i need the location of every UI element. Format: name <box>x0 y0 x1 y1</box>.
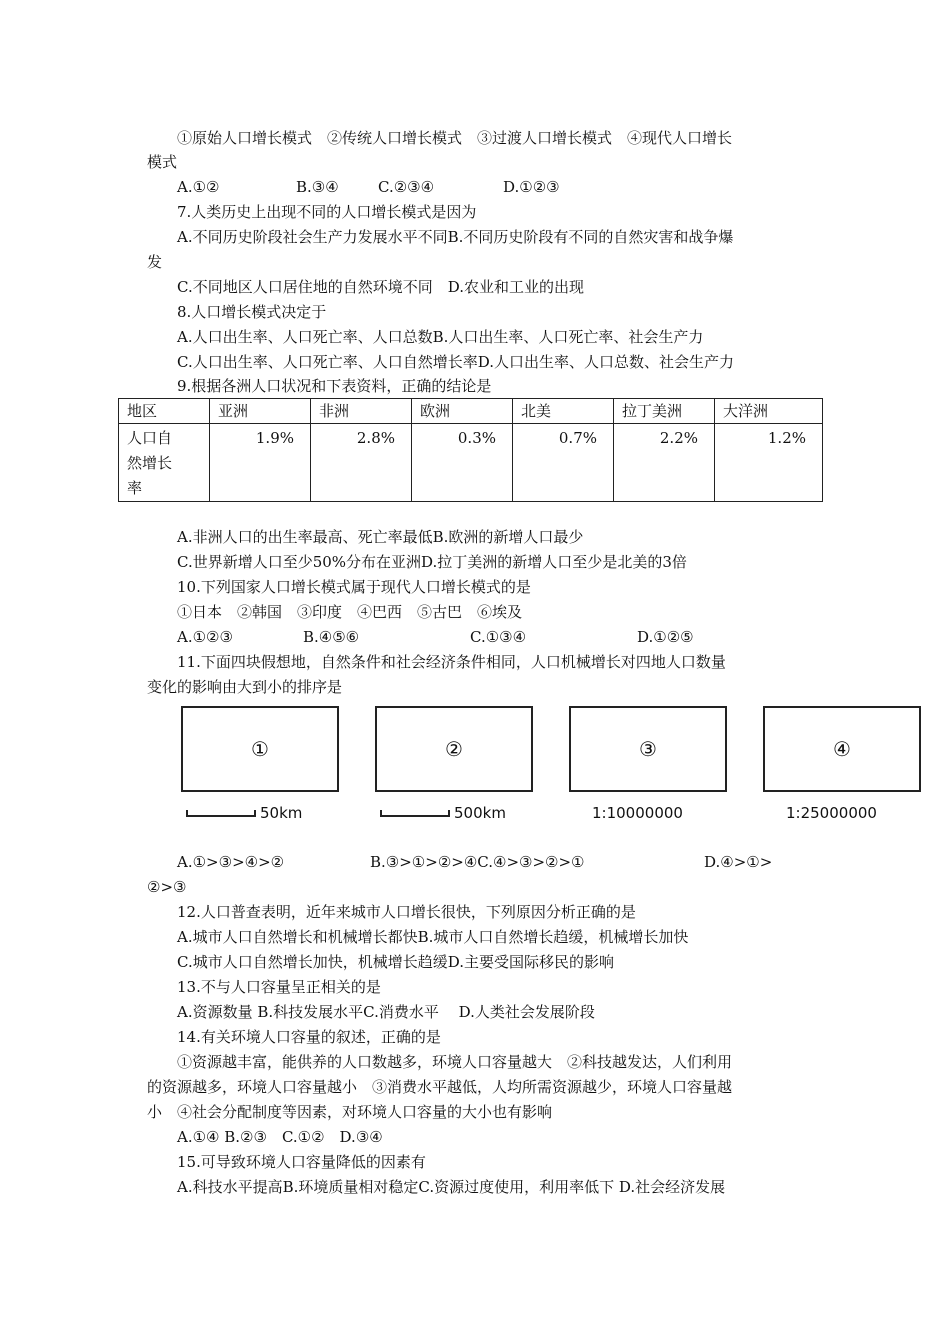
q14-question: 14.有关环境人口容量的叙述，正确的是 <box>177 1028 441 1046</box>
scale-ratio-4 <box>786 803 877 823</box>
scale-text: 1:25000000 <box>786 804 877 822</box>
q6-statement-line2: 模式 <box>147 153 178 171</box>
scale-text: 500km <box>454 804 506 822</box>
map-box-4 <box>763 706 921 792</box>
q9-options-ab: A.非洲人口的出生率最高、死亡率最低B.欧洲的新增人口最少 <box>177 528 584 546</box>
q10-option-c: C.①③④ <box>470 628 527 646</box>
q10-option-d: D.①②⑤ <box>637 628 694 646</box>
q6-option-d: D.①②③ <box>503 178 560 196</box>
q10-option-b: B.④⑤⑥ <box>303 628 360 646</box>
q13-question: 13.不与人口容量呈正相关的是 <box>177 978 381 996</box>
q6-option-b: B.③④ <box>296 178 339 196</box>
q15-options: A.科技水平提高B.环境质量相对稳定C.资源过度使用，利用率低下 D.社会经济发展 <box>177 1178 726 1196</box>
table-cell-value: 1.9% <box>210 424 311 502</box>
row-label-line: 人口自 <box>127 429 173 447</box>
table-header-cell: 拉丁美洲 <box>614 399 715 424</box>
table-cell-value: 0.3% <box>412 424 513 502</box>
q11-question-line2: 变化的影响由大到小的排序是 <box>147 678 343 696</box>
table-cell-value: 2.8% <box>311 424 412 502</box>
scale-bar-icon <box>186 810 256 817</box>
table-cell-value: 0.7% <box>513 424 614 502</box>
q12-options-cd: C.城市人口自然增长加快，机械增长趋缓D.主要受国际移民的影响 <box>177 953 614 971</box>
q9-options-cd: C.世界新增人口至少50%分布在亚洲D.拉丁美洲的新增人口至少是北美的3倍 <box>177 553 687 571</box>
q7-options-cd: C.不同地区人口居住地的自然环境不同 D.农业和工业的出现 <box>177 278 584 296</box>
q8-options-ab: A.人口出生率、人口死亡率、人口总数B.人口出生率、人口死亡率、社会生产力 <box>177 328 704 346</box>
q11-option-a: A.①>③>④>② <box>177 853 285 871</box>
q11-option-d-wrap: ②>③ <box>147 878 187 896</box>
scale-bar-2 <box>380 803 506 823</box>
scale-text: 1:10000000 <box>592 804 683 822</box>
table-header-row <box>119 399 823 424</box>
table-header-cell: 亚洲 <box>210 399 311 424</box>
q6-option-c: C.②③④ <box>378 178 435 196</box>
q10-items: ①日本 ②韩国 ③印度 ④巴西 ⑤古巴 ⑥埃及 <box>177 603 523 621</box>
q7-question: 7.人类历史上出现不同的人口增长模式是因为 <box>177 203 477 221</box>
table-header-cell: 非洲 <box>311 399 412 424</box>
row-label-line: 率 <box>127 479 143 497</box>
q8-question: 8.人口增长模式决定于 <box>177 303 327 321</box>
q13-options: A.资源数量 B.科技发展水平C.消费水平 D.人类社会发展阶段 <box>177 1003 595 1021</box>
q7-options-ab-wrap: 发 <box>147 253 163 271</box>
q12-options-ab: A.城市人口自然增长和机械增长都快B.城市人口自然增长趋缓，机械增长加快 <box>177 928 689 946</box>
table-header-cell: 欧洲 <box>412 399 513 424</box>
q14-statement-line3: 小 ④社会分配制度等因素，对环境人口容量的大小也有影响 <box>147 1103 553 1121</box>
map-box-3 <box>569 706 727 792</box>
map-box-1 <box>181 706 339 792</box>
map-label: ① <box>251 737 269 761</box>
map-label: ③ <box>639 737 657 761</box>
q10-question: 10.下列国家人口增长模式属于现代人口增长模式的是 <box>177 578 531 596</box>
q6-option-a: A.①② <box>177 178 220 196</box>
table-header-cell: 地区 <box>119 399 210 424</box>
q11-option-d: D.④>①> <box>704 853 773 871</box>
table-cell-value: 2.2% <box>614 424 715 502</box>
q8-options-cd: C.人口出生率、人口死亡率、人口自然增长率D.人口出生率、人口总数、社会生产力 <box>177 353 734 371</box>
table-row <box>119 424 823 502</box>
scale-text: 50km <box>260 804 303 822</box>
q14-statement-line2: 的资源越多，环境人口容量越小 ③消费水平越低，人均所需资源越少，环境人口容量越 <box>147 1078 733 1096</box>
table-row-label <box>119 424 210 502</box>
scale-bar-1 <box>186 803 302 823</box>
q11-question-line1: 11.下面四块假想地，自然条件和社会经济条件相同，人口机械增长对四地人口数量 <box>177 653 726 671</box>
scale-ratio-3 <box>592 803 683 823</box>
q12-question: 12.人口普查表明，近年来城市人口增长很快，下列原因分析正确的是 <box>177 903 636 921</box>
map-label: ② <box>445 737 463 761</box>
q14-statement-line1: ①资源越丰富，能供养的人口数越多，环境人口容量越大 ②科技越发达，人们利用 <box>177 1053 733 1071</box>
table-header-cell: 大洋洲 <box>715 399 823 424</box>
q11-options-bc: B.③>①>②>④C.④>③>②>① <box>370 853 585 871</box>
table-cell-value: 1.2% <box>715 424 823 502</box>
q15-question: 15.可导致环境人口容量降低的因素有 <box>177 1153 426 1171</box>
q6-statement-line1: ①原始人口增长模式 ②传统人口增长模式 ③过渡人口增长模式 ④现代人口增长 <box>177 129 733 147</box>
q9-question: 9.根据各洲人口状况和下表资料，正确的结论是 <box>177 377 492 395</box>
scale-bar-icon <box>380 810 450 817</box>
q14-options: A.①④ B.②③ C.①② D.③④ <box>177 1128 383 1146</box>
q7-options-ab: A.不同历史阶段社会生产力发展水平不同B.不同历史阶段有不同的自然灾害和战争爆 <box>177 228 734 246</box>
growth-rate-table <box>118 398 823 502</box>
table-header-cell: 北美 <box>513 399 614 424</box>
q10-option-a: A.①②③ <box>177 628 233 646</box>
map-box-2 <box>375 706 533 792</box>
map-label: ④ <box>833 737 851 761</box>
row-label-line: 然增长 <box>127 454 173 472</box>
